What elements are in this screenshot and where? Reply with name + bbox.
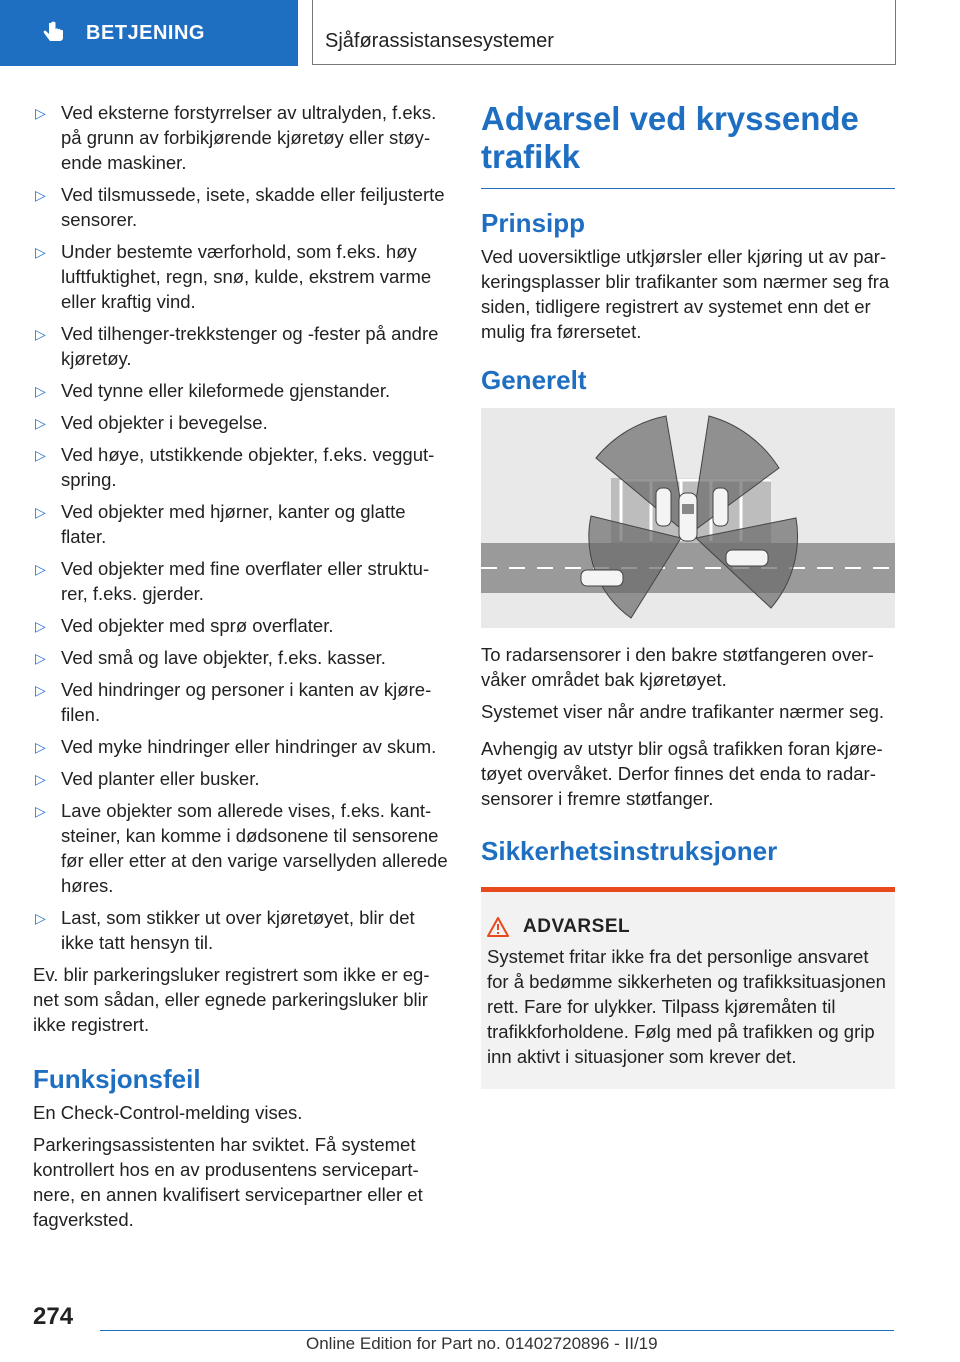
list-item [33, 734, 449, 759]
list-item [33, 905, 449, 955]
warning-box [481, 887, 895, 1089]
title-rule [481, 188, 895, 189]
bullet-triangle-icon: ▷ [35, 105, 46, 121]
list-item [33, 556, 449, 606]
list-item-text: Lave objekter som allerede vises, f.eks. kantsteiner, kan komme i dødsonene til sensorene før eller etter at den varige varsellyden allerede høres. [61, 800, 448, 896]
list-item [33, 798, 449, 898]
list-item-text: Ved planter eller busker. [61, 768, 260, 789]
bullet-triangle-icon: ▷ [35, 910, 46, 926]
bullet-triangle-icon: ▷ [35, 415, 46, 431]
list-item-text: Ved tynne eller kileformede gjenstander. [61, 380, 391, 401]
page-header [0, 0, 960, 66]
bullet-triangle-icon: ▷ [35, 771, 46, 787]
hand-pointer-icon [40, 20, 66, 46]
list-item-text: Ved eksterne forstyrrelser av ultralyden, f.eks. på grunn av forbikjørende kjøretøy eller støyende maskiner. [61, 102, 437, 173]
fault-text-2: Parkeringsassistenten har sviktet. Få systemet kontrollert hos en av produsentens servicepartnere, en annen kvalifisert servicepartner eller et fagverksted. [33, 1134, 423, 1230]
bullet-triangle-icon: ▷ [35, 682, 46, 698]
list-item-text: Ved hindringer og personer i kanten av kjørefilen. [61, 679, 432, 725]
bullet-triangle-icon: ▷ [35, 803, 46, 819]
edition-text: Online Edition for Part no. 01402720896 - II/19 [306, 1334, 658, 1353]
list-item [33, 410, 449, 435]
bullet-triangle-icon: ▷ [35, 650, 46, 666]
bullet-triangle-icon: ▷ [35, 244, 46, 260]
bullet-triangle-icon: ▷ [35, 383, 46, 399]
list-item [33, 613, 449, 638]
list-item-text: Under bestemte værforhold, som f.eks. høy luftfuktighet, regn, snø, kulde, ekstrem varme eller kraftig vind. [61, 241, 432, 312]
left-column [33, 100, 449, 1239]
list-item-text: Ved små og lave objekter, f.eks. kasser. [61, 647, 386, 668]
parking-note: Ev. blir parkeringsluker registrert som ikke er egnet som sådan, eller egnede parkeringsluker blir ikke registrert. [33, 964, 430, 1035]
fault-text-1: En Check-Control-melding vises. [33, 1102, 303, 1123]
warning-triangle-icon [487, 917, 509, 937]
right-column [481, 100, 895, 1089]
list-item-text: Ved objekter i bevegelse. [61, 412, 268, 433]
list-item [33, 378, 449, 403]
list-item-text: Last, som stikker ut over kjøretøyet, blir det ikke tatt hensyn til. [61, 907, 415, 953]
radar-illustration [481, 408, 895, 628]
car-icon [679, 493, 697, 541]
list-item [33, 677, 449, 727]
list-item-text: Ved objekter med fine overflater eller strukturer, f.eks. gjerder. [61, 558, 430, 604]
warning-text: Systemet fritar ikke fra det personlige ansvaret for å bedømme sikkerheten og trafikksituasjonen rett. Fare for ulykker. Tilpass kjøremåten til trafikkforholdene. Følg med på trafikken og grip inn aktivt i situasjoner som krever det. [487, 946, 886, 1067]
general-text-3: Avhengig av utstyr blir også trafikken foran kjøretøyet overvåket. Derfor finnes det enda to radarsensorer i fremre støtfanger. [481, 738, 883, 809]
section-title: Advarsel ved kryssende trafikk [481, 100, 859, 175]
bullet-triangle-icon: ▷ [35, 187, 46, 203]
footer-rule [100, 1330, 894, 1331]
bullet-triangle-icon: ▷ [35, 618, 46, 634]
safety-heading: Sikkerhetsinstruksjoner [481, 836, 778, 866]
list-item-text: Ved tilhenger-trekkstenger og -fester på andre kjøretøy. [61, 323, 439, 369]
list-item [33, 239, 449, 314]
list-item [33, 100, 449, 175]
bullet-triangle-icon: ▷ [35, 739, 46, 755]
general-text-2: Systemet viser når andre trafikanter nærmer seg. [481, 701, 885, 722]
chapter-label: Sjåførassistansesystemer [325, 30, 554, 52]
fault-heading: Funksjonsfeil [33, 1064, 201, 1094]
bullet-triangle-icon: ▷ [35, 447, 46, 463]
list-item-text: Ved myke hindringer eller hindringer av skum. [61, 736, 437, 757]
chapter-tab [312, 0, 896, 65]
list-item-text: Ved tilsmussede, isete, skadde eller feiljusterte sensorer. [61, 184, 445, 230]
principle-text: Ved uoversiktlige utkjørsler eller kjøring ut av parkeringsplasser blir trafikanter som nærmer seg fra siden, tidligere registrert av systemet enn det er mulig fra førersetet. [481, 246, 890, 342]
warning-label: ADVARSEL [523, 916, 631, 937]
limitations-list [33, 100, 449, 955]
page-number: 274 [33, 1303, 74, 1330]
list-item-text: Ved objekter med sprø overflater. [61, 615, 334, 636]
general-text-1: To radarsensorer i den bakre støtfangeren overvåker området bak kjøretøyet. [481, 644, 874, 690]
list-item [33, 182, 449, 232]
bullet-triangle-icon: ▷ [35, 561, 46, 577]
list-item [33, 442, 449, 492]
general-heading: Generelt [481, 365, 587, 395]
list-item-text: Ved objekter med hjørner, kanter og glatte flater. [61, 501, 406, 547]
principle-heading: Prinsipp [481, 208, 586, 238]
section-tab [0, 0, 298, 66]
list-item [33, 645, 449, 670]
bullet-triangle-icon: ▷ [35, 504, 46, 520]
cross-traffic-illustration [481, 408, 895, 628]
bullet-triangle-icon: ▷ [35, 326, 46, 342]
section-label: BETJENING [86, 21, 205, 44]
list-item-text: Ved høye, utstikkende objekter, f.eks. veggutspring. [61, 444, 435, 490]
list-item [33, 766, 449, 791]
list-item [33, 499, 449, 549]
list-item [33, 321, 449, 371]
